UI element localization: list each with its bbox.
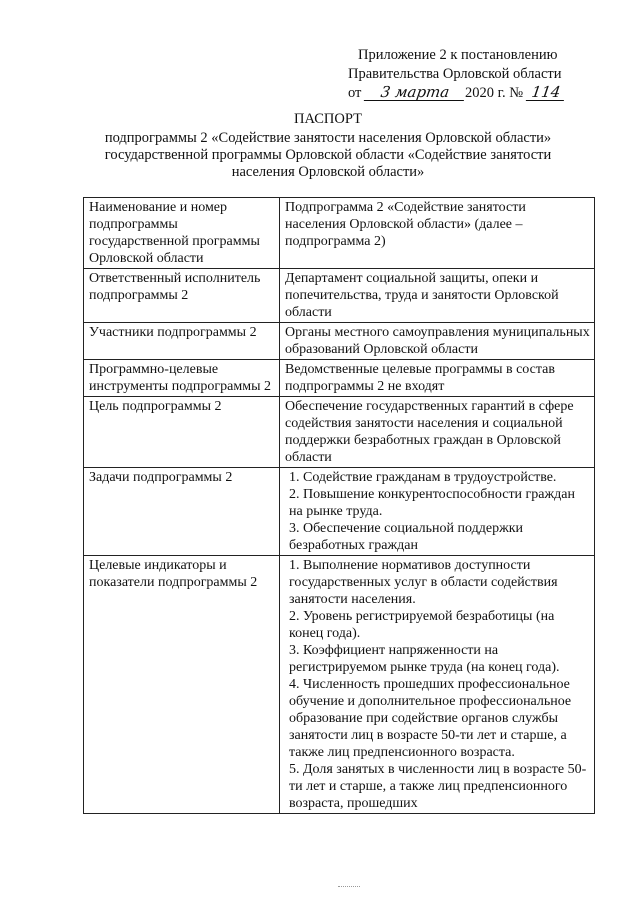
row-value-item: Обеспечение государственных гарантий в сфере содействия занятости населения и социальной поддержки безработных граждан в Орловской области: [285, 399, 574, 465]
table-row: [84, 269, 595, 323]
handwritten-number: 114: [525, 84, 565, 101]
row-label: Ответственный исполнитель подпрограммы 2: [84, 269, 280, 323]
table-row: [84, 556, 595, 814]
title-line-2: государственной программы Орловской области «Содействие занятости: [104, 147, 552, 163]
passport-table: [83, 197, 595, 814]
table-row: [84, 468, 595, 556]
row-value-item: Департамент социальной защиты, опеки и попечительства, труда и занятости Орловской области: [285, 271, 559, 320]
handwritten-date: 3 марта: [364, 84, 466, 101]
row-label: Наименование и номер подпрограммы государственной программы Орловской области: [84, 198, 280, 269]
row-value-item: 3. Коэффициент напряженности на регистрируемом рынке труда (на конец года).: [289, 643, 560, 675]
row-value-item: 2. Уровень регистрируемой безработицы (на конец года).: [289, 609, 555, 641]
table-row: [84, 198, 595, 269]
appendix-line-3: [330, 84, 590, 103]
row-value-item: 4. Численность прошедших профессиональное обучение и дополнительное профессиональное образование при содействие органов службы занятости лиц в возрасте 50-ти лет и старше, а также лиц предпенсионного возраста.: [289, 677, 572, 760]
row-value: [280, 468, 595, 556]
row-value: [280, 397, 595, 468]
row-label: Участники подпрограммы 2: [84, 323, 280, 360]
year-label: 2020 г. №: [465, 85, 524, 101]
row-label: Цель подпрограммы 2: [84, 397, 280, 468]
row-label: Задачи подпрограммы 2: [84, 468, 280, 556]
title-line-1: подпрограммы 2 «Содействие занятости населения Орловской области»: [104, 130, 552, 146]
table-row: [84, 323, 595, 360]
title-line-3: населения Орловской области»: [231, 164, 425, 180]
title-heading: ПАСПОРТ: [294, 111, 362, 127]
row-value: [280, 323, 595, 360]
appendix-line-2: Правительства Орловской области: [348, 66, 562, 82]
document-title: [70, 111, 586, 181]
row-label: Целевые индикаторы и показатели подпрограммы 2: [84, 556, 280, 814]
from-label: от: [348, 85, 362, 101]
appendix-line-1: Приложение 2 к постановлению: [358, 47, 558, 63]
row-value-item: 2. Повышение конкурентоспособности граждан на рынке труда.: [289, 487, 576, 519]
row-value-item: Органы местного самоуправления муниципальных образований Орловской области: [285, 325, 590, 357]
row-value: [280, 360, 595, 397]
row-value: [280, 556, 595, 814]
row-value: [280, 198, 595, 269]
row-value-item: 5. Доля занятых в численности лиц в возрасте 50-ти лет и старше, а также лиц предпенсионного возраста, прошедших: [289, 762, 587, 811]
row-value: [280, 269, 595, 323]
row-value-item: 3. Обеспечение социальной поддержки безработных граждан: [289, 521, 524, 553]
page-footer-mark: [338, 886, 360, 889]
table-row: [84, 360, 595, 397]
row-value-item: Ведомственные целевые программы в состав подпрограммы 2 не входят: [285, 362, 555, 394]
row-value-item: Подпрограмма 2 «Содействие занятости населения Орловской области» (далее – подпрограмма 2): [285, 200, 526, 249]
appendix-header: [330, 46, 590, 103]
table-row: [84, 397, 595, 468]
row-label: Программно-целевые инструменты подпрограммы 2: [84, 360, 280, 397]
row-value-item: 1. Содействие гражданам в трудоустройстве.: [289, 470, 557, 485]
row-value-item: 1. Выполнение нормативов доступности государственных услуг в области содействия занятости населения.: [289, 558, 558, 607]
